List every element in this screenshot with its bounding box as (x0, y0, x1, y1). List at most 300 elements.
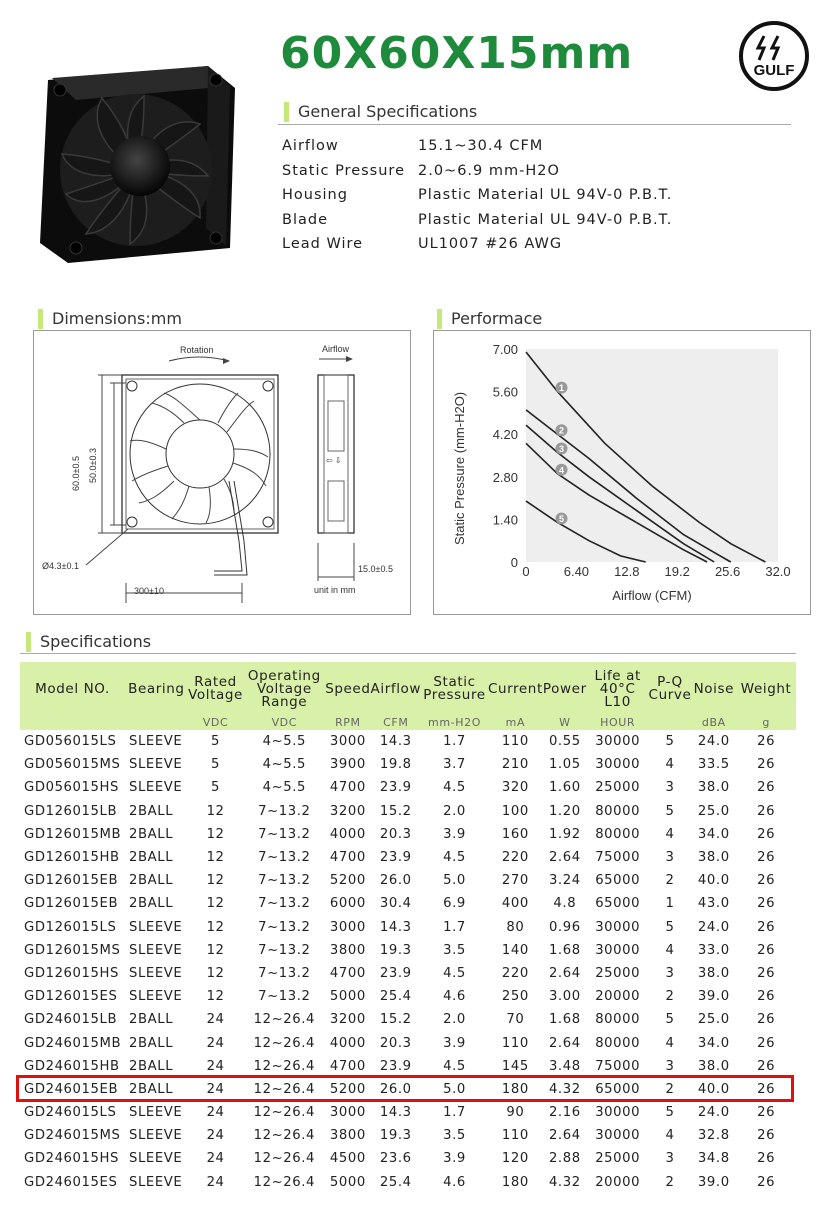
column-unit (20, 716, 125, 730)
table-cell: 400 (501, 896, 529, 912)
table-cell: 30000 (595, 757, 641, 773)
table-cell: 24 (206, 1151, 225, 1167)
table-cell: 4 (665, 942, 675, 958)
specifications-table (20, 662, 796, 1194)
table-cell: 33.5 (697, 757, 730, 773)
table-cell: 2.64 (548, 1035, 581, 1051)
table-cell: 2BALL (129, 1058, 174, 1074)
table-cell: 4.32 (548, 1174, 581, 1190)
table-cell: GD126015HB (24, 850, 120, 866)
table-cell: GD246015HB (24, 1058, 120, 1074)
table-cell: 80000 (595, 803, 641, 819)
dim-depth-label: 15.0±0.5 (358, 564, 393, 574)
table-cell: 210 (501, 757, 529, 773)
table-cell: 30000 (595, 919, 641, 935)
table-cell: 26 (757, 734, 776, 750)
column-header: Operating Voltage Range (243, 662, 325, 716)
spec-label: Lead Wire (282, 236, 364, 252)
highlighted-row-marker (16, 1075, 794, 1102)
spec-label: Static Pressure (282, 163, 405, 179)
column-unit (649, 716, 692, 730)
table-cell: 4500 (329, 1151, 366, 1167)
table-cell: 250 (501, 989, 529, 1005)
table-cell: 1.7 (443, 734, 466, 750)
table-cell: 3.00 (548, 989, 581, 1005)
table-row (20, 1101, 796, 1124)
table-cell: 24.0 (697, 919, 730, 935)
table-cell: 4 (665, 757, 675, 773)
table-cell: 1 (665, 896, 675, 912)
table-row (20, 823, 796, 846)
table-cell: 26 (757, 989, 776, 1005)
table-cell: 24 (206, 1174, 225, 1190)
table-cell: 25.0 (697, 803, 730, 819)
table-cell: 12~26.4 (253, 1128, 316, 1144)
table-cell: 110 (501, 1035, 529, 1051)
table-cell: 5000 (329, 989, 366, 1005)
table-cell: 3800 (329, 942, 366, 958)
column-unit: W (543, 716, 587, 730)
spec-value: 2.0~6.9 mm-H2O (418, 163, 560, 179)
table-row (20, 1147, 796, 1170)
table-cell: 2.64 (548, 1128, 581, 1144)
table-cell: 12~26.4 (253, 1035, 316, 1051)
table-cell: GD246015EB (24, 1081, 119, 1097)
x-tick-label: 6.40 (563, 564, 590, 579)
series-label: 1 (558, 383, 565, 394)
table-cell: 4000 (329, 1035, 366, 1051)
table-cell: 2.16 (548, 1105, 581, 1121)
column-unit: RPM (325, 716, 370, 730)
table-cell: GD056015MS (24, 757, 121, 773)
table-cell: GD126015MB (24, 826, 122, 842)
table-cell: 23.6 (379, 1151, 412, 1167)
table-cell: 12~26.4 (253, 1012, 316, 1028)
table-cell: 2BALL (129, 803, 174, 819)
table-cell: 25.0 (697, 1012, 730, 1028)
table-cell: GD246015ES (24, 1174, 118, 1190)
x-tick-label: 19.2 (664, 564, 690, 579)
table-cell: 2BALL (129, 1081, 174, 1097)
table-cell: 7~13.2 (258, 942, 311, 958)
table-cell: 26 (757, 826, 776, 842)
table-cell: 3 (665, 780, 675, 796)
table-cell: 25000 (595, 1151, 641, 1167)
table-cell: 6.9 (443, 896, 466, 912)
table-cell: 5 (211, 757, 221, 773)
table-cell: 4.5 (443, 1058, 466, 1074)
table-cell: GD056015LS (24, 734, 117, 750)
table-cell: 24 (206, 1012, 225, 1028)
table-cell: 110 (501, 1128, 529, 1144)
table-cell: GD246015LS (24, 1105, 117, 1121)
table-cell: 1.05 (548, 757, 581, 773)
table-cell: 26 (757, 919, 776, 935)
spec-label: Housing (282, 187, 348, 203)
table-cell: 30.4 (379, 896, 412, 912)
table-cell: 3900 (329, 757, 366, 773)
table-cell: 3200 (329, 803, 366, 819)
table-cell: GD246015HS (24, 1151, 120, 1167)
x-tick-label: 32.0 (765, 564, 791, 579)
dim-outer-label: 60.0±0.5 (71, 456, 81, 491)
table-cell: 80000 (595, 1012, 641, 1028)
table-cell: GD126015LS (24, 919, 117, 935)
table-cell: 19.3 (379, 1128, 412, 1144)
table-cell: 80 (506, 919, 525, 935)
table-cell: 38.0 (697, 965, 730, 981)
table-cell: GD056015HS (24, 780, 120, 796)
table-cell: 12~26.4 (253, 1058, 316, 1074)
table-cell: 5.0 (443, 873, 466, 889)
table-cell: 26 (757, 780, 776, 796)
table-cell: 26 (757, 896, 776, 912)
column-header: Current (488, 662, 543, 716)
table-cell: 23.9 (379, 780, 412, 796)
table-cell: SLEEVE (129, 780, 183, 796)
table-cell: 5200 (329, 873, 366, 889)
table-cell: 40.0 (697, 1081, 730, 1097)
table-cell: 3.7 (443, 757, 466, 773)
table-cell: 5 (665, 919, 675, 935)
table-cell: 26 (757, 1151, 776, 1167)
table-row (20, 939, 796, 962)
table-cell: 160 (501, 826, 529, 842)
table-cell: 12~26.4 (253, 1174, 316, 1190)
performance-chart (433, 330, 811, 615)
table-cell: SLEEVE (129, 965, 183, 981)
table-cell: GD126015ES (24, 989, 118, 1005)
y-axis-label: Static Pressure (mm-H2O) (452, 391, 467, 545)
table-cell: 24.0 (697, 734, 730, 750)
table-cell: 3200 (329, 1012, 366, 1028)
table-cell: GD126015LB (24, 803, 118, 819)
table-cell: 26 (757, 803, 776, 819)
table-cell: 1.92 (548, 826, 581, 842)
table-cell: GD246015MB (24, 1035, 122, 1051)
table-cell: 3 (665, 1151, 675, 1167)
unit-label: unit in mm (314, 585, 356, 595)
y-tick-label: 7.00 (492, 342, 518, 357)
dim-hole-label: Ø4.3±0.1 (42, 561, 79, 571)
table-cell: 2 (665, 873, 675, 889)
table-cell: 2BALL (129, 850, 174, 866)
table-cell: 20.3 (379, 826, 412, 842)
table-cell: 80000 (595, 1035, 641, 1051)
table-cell: 4.5 (443, 965, 466, 981)
table-cell: 20.3 (379, 1035, 412, 1051)
table-row (20, 1124, 796, 1147)
y-tick-label: 5.60 (492, 384, 518, 400)
column-unit: mm-H2O (421, 716, 488, 730)
table-cell: 12 (206, 919, 225, 935)
table-row (20, 1031, 796, 1054)
table-cell: 4700 (329, 780, 366, 796)
x-axis-label: Airflow (CFM) (612, 588, 692, 603)
table-cell: 65000 (595, 873, 641, 889)
table-cell: 3.5 (443, 942, 466, 958)
table-cell: 2BALL (129, 1035, 174, 1051)
table-cell: 30000 (595, 1128, 641, 1144)
column-unit: dBA (691, 716, 736, 730)
table-cell: 26.0 (379, 1081, 412, 1097)
column-unit: VDC (188, 716, 244, 730)
table-cell: 5 (211, 780, 221, 796)
table-cell: 120 (501, 1151, 529, 1167)
column-header: Power (543, 662, 587, 716)
table-cell: 80000 (595, 826, 641, 842)
table-cell: 4.6 (443, 1174, 466, 1190)
table-cell: 39.0 (697, 1174, 730, 1190)
dimensions-drawing (33, 330, 411, 615)
table-cell: 4.5 (443, 780, 466, 796)
table-cell: 26 (757, 1012, 776, 1028)
column-unit: VDC (243, 716, 325, 730)
table-cell: 26 (757, 1081, 776, 1097)
table-cell: 19.8 (379, 757, 412, 773)
table-cell: 270 (501, 873, 529, 889)
table-cell: 23.9 (379, 965, 412, 981)
table-cell: 38.0 (697, 780, 730, 796)
table-cell: 0.96 (548, 919, 581, 935)
table-cell: 1.7 (443, 919, 466, 935)
column-header: Airflow (371, 662, 422, 716)
table-cell: 12 (206, 942, 225, 958)
page-title: 60X60X15mm (280, 28, 634, 79)
table-cell: 1.7 (443, 1105, 466, 1121)
table-cell: 15.2 (379, 803, 412, 819)
series-label: 4 (558, 465, 565, 476)
table-cell: 26 (757, 850, 776, 866)
table-cell: 4.5 (443, 850, 466, 866)
table-cell: 14.3 (379, 919, 412, 935)
table-cell: 3800 (329, 1128, 366, 1144)
table-cell: 24 (206, 1058, 225, 1074)
column-header: Model NO. (20, 662, 125, 716)
column-header: Static Pressure (421, 662, 488, 716)
table-cell: 65000 (595, 1081, 641, 1097)
table-cell: SLEEVE (129, 1151, 183, 1167)
dim-inner-label: 50.0±0.3 (88, 448, 98, 483)
column-unit: CFM (371, 716, 422, 730)
x-tick-label: 25.6 (714, 564, 741, 579)
table-cell: 14.3 (379, 734, 412, 750)
column-header: Bearing (125, 662, 188, 716)
table-cell: 4~5.5 (262, 734, 307, 750)
table-cell: 26 (757, 873, 776, 889)
table-cell: SLEEVE (129, 1128, 183, 1144)
table-cell: 4700 (329, 965, 366, 981)
column-header: Speed (325, 662, 370, 716)
table-cell: 7~13.2 (258, 965, 311, 981)
table-cell: SLEEVE (129, 757, 183, 773)
table-cell: 75000 (595, 1058, 641, 1074)
table-cell: 5000 (329, 1174, 366, 1190)
table-row (20, 1008, 796, 1031)
table-cell: 2.64 (548, 965, 581, 981)
table-cell: 2BALL (129, 1012, 174, 1028)
table-row (20, 892, 796, 915)
table-cell: 26 (757, 757, 776, 773)
table-cell: 4 (665, 1035, 675, 1051)
table-cell: 2 (665, 1174, 675, 1190)
table-cell: 3.5 (443, 1128, 466, 1144)
table-cell: 26 (757, 965, 776, 981)
table-cell: 12~26.4 (253, 1151, 316, 1167)
table-cell: 5 (665, 1012, 675, 1028)
table-row (20, 776, 796, 799)
table-cell: 25.4 (379, 989, 412, 1005)
table-cell: 2.0 (443, 1012, 466, 1028)
table-cell: SLEEVE (129, 919, 183, 935)
table-cell: 12 (206, 803, 225, 819)
airflow-label: Airflow (322, 344, 350, 354)
table-cell: 4~5.5 (262, 780, 307, 796)
table-cell: 12 (206, 873, 225, 889)
column-header: Weight (736, 662, 796, 716)
fan-photo (30, 58, 240, 268)
table-cell: 75000 (595, 850, 641, 866)
table-cell: 38.0 (697, 1058, 730, 1074)
table-cell: GD126015EB (24, 873, 119, 889)
table-row (20, 962, 796, 985)
column-header: Noise (691, 662, 736, 716)
table-cell: 34.0 (697, 826, 730, 842)
table-cell: 7~13.2 (258, 896, 311, 912)
table-cell: GD246015LB (24, 1012, 118, 1028)
table-cell: 24.0 (697, 1105, 730, 1121)
divider (20, 653, 796, 654)
table-cell: 3 (665, 1058, 675, 1074)
x-tick-label: 0 (522, 564, 530, 579)
y-tick-label: 0 (510, 555, 518, 570)
divider (278, 124, 791, 125)
table-cell: 3.9 (443, 826, 466, 842)
table-cell: SLEEVE (129, 1174, 183, 1190)
table-cell: 2.64 (548, 850, 581, 866)
table-cell: 2 (665, 1081, 675, 1097)
table-cell: SLEEVE (129, 942, 183, 958)
table-cell: 14.3 (379, 1105, 412, 1121)
table-cell: 24 (206, 1128, 225, 1144)
table-cell: SLEEVE (129, 1105, 183, 1121)
column-header: Rated Voltage (188, 662, 244, 716)
table-cell: GD126015EB (24, 896, 119, 912)
table-cell: 1.20 (548, 803, 581, 819)
table-cell: 65000 (595, 896, 641, 912)
table-cell: SLEEVE (129, 734, 183, 750)
table-cell: 26.0 (379, 873, 412, 889)
table-cell: 19.3 (379, 942, 412, 958)
table-cell: 26 (757, 942, 776, 958)
table-cell: 7~13.2 (258, 873, 311, 889)
table-cell: 26 (757, 1128, 776, 1144)
table-cell: 2BALL (129, 826, 174, 842)
table-cell: 180 (501, 1174, 529, 1190)
table-cell: 7~13.2 (258, 850, 311, 866)
table-cell: 1.60 (548, 780, 581, 796)
table-cell: 12~26.4 (253, 1081, 316, 1097)
table-cell: 320 (501, 780, 529, 796)
rotation-label: Rotation (180, 345, 214, 355)
y-tick-label: 1.40 (492, 512, 518, 528)
plot-area (526, 349, 778, 562)
table-cell: 145 (501, 1058, 529, 1074)
table-cell: 12 (206, 826, 225, 842)
column-header: P-Q Curve (649, 662, 692, 716)
column-unit: HOUR (587, 716, 649, 730)
table-cell: 12~26.4 (253, 1105, 316, 1121)
table-cell: 3 (665, 850, 675, 866)
table-cell: GD126015MS (24, 942, 121, 958)
table-cell: 33.0 (697, 942, 730, 958)
spec-value: Plastic Material UL 94V-0 P.B.T. (418, 187, 673, 203)
column-unit (125, 716, 188, 730)
table-row (20, 800, 796, 823)
table-row (20, 846, 796, 869)
table-cell: 39.0 (697, 989, 730, 1005)
table-cell: 4~5.5 (262, 757, 307, 773)
table-cell: 24 (206, 1081, 225, 1097)
table-cell: 3.24 (548, 873, 581, 889)
table-cell: 4.8 (553, 896, 577, 912)
spec-label: Airflow (282, 138, 339, 154)
table-cell: 12 (206, 965, 225, 981)
table-cell: 26 (757, 1058, 776, 1074)
table-cell: 2.0 (443, 803, 466, 819)
table-cell: 4.32 (548, 1081, 581, 1097)
table-cell: 2.88 (548, 1151, 581, 1167)
table-cell: 70 (506, 1012, 525, 1028)
table-cell: 3.48 (548, 1058, 581, 1074)
table-cell: 12 (206, 850, 225, 866)
table-cell: 12 (206, 989, 225, 1005)
column-unit: mA (488, 716, 543, 730)
table-cell: 140 (501, 942, 529, 958)
table-cell: 2BALL (129, 873, 174, 889)
table-cell: 5 (665, 803, 675, 819)
column-header: Life at 40°C L10 (587, 662, 649, 716)
table-cell: 34.0 (697, 1035, 730, 1051)
table-cell: 100 (501, 803, 529, 819)
table-cell: 110 (501, 734, 529, 750)
table-row (20, 985, 796, 1008)
table-row (20, 869, 796, 892)
table-cell: 2 (665, 989, 675, 1005)
table-row (20, 916, 796, 939)
spec-value: Plastic Material UL 94V-0 P.B.T. (418, 212, 673, 228)
table-cell: 40.0 (697, 873, 730, 889)
table-cell: 32.8 (697, 1128, 730, 1144)
spec-label: Blade (282, 212, 328, 228)
table-cell: 25000 (595, 965, 641, 981)
table-row (20, 730, 796, 753)
table-row (20, 753, 796, 776)
table-cell: 38.0 (697, 850, 730, 866)
table-cell: 5 (211, 734, 221, 750)
table-cell: 7~13.2 (258, 919, 311, 935)
y-tick-label: 2.80 (492, 469, 518, 485)
table-cell: 3.9 (443, 1151, 466, 1167)
table-cell: 1.68 (548, 1012, 581, 1028)
table-cell: 180 (501, 1081, 529, 1097)
svg-text:GULF: GULF (753, 62, 795, 79)
table-cell: 7~13.2 (258, 803, 311, 819)
series-label: 5 (558, 513, 565, 524)
table-cell: 12 (206, 896, 225, 912)
table-cell: 5 (665, 734, 675, 750)
table-cell: SLEEVE (129, 989, 183, 1005)
